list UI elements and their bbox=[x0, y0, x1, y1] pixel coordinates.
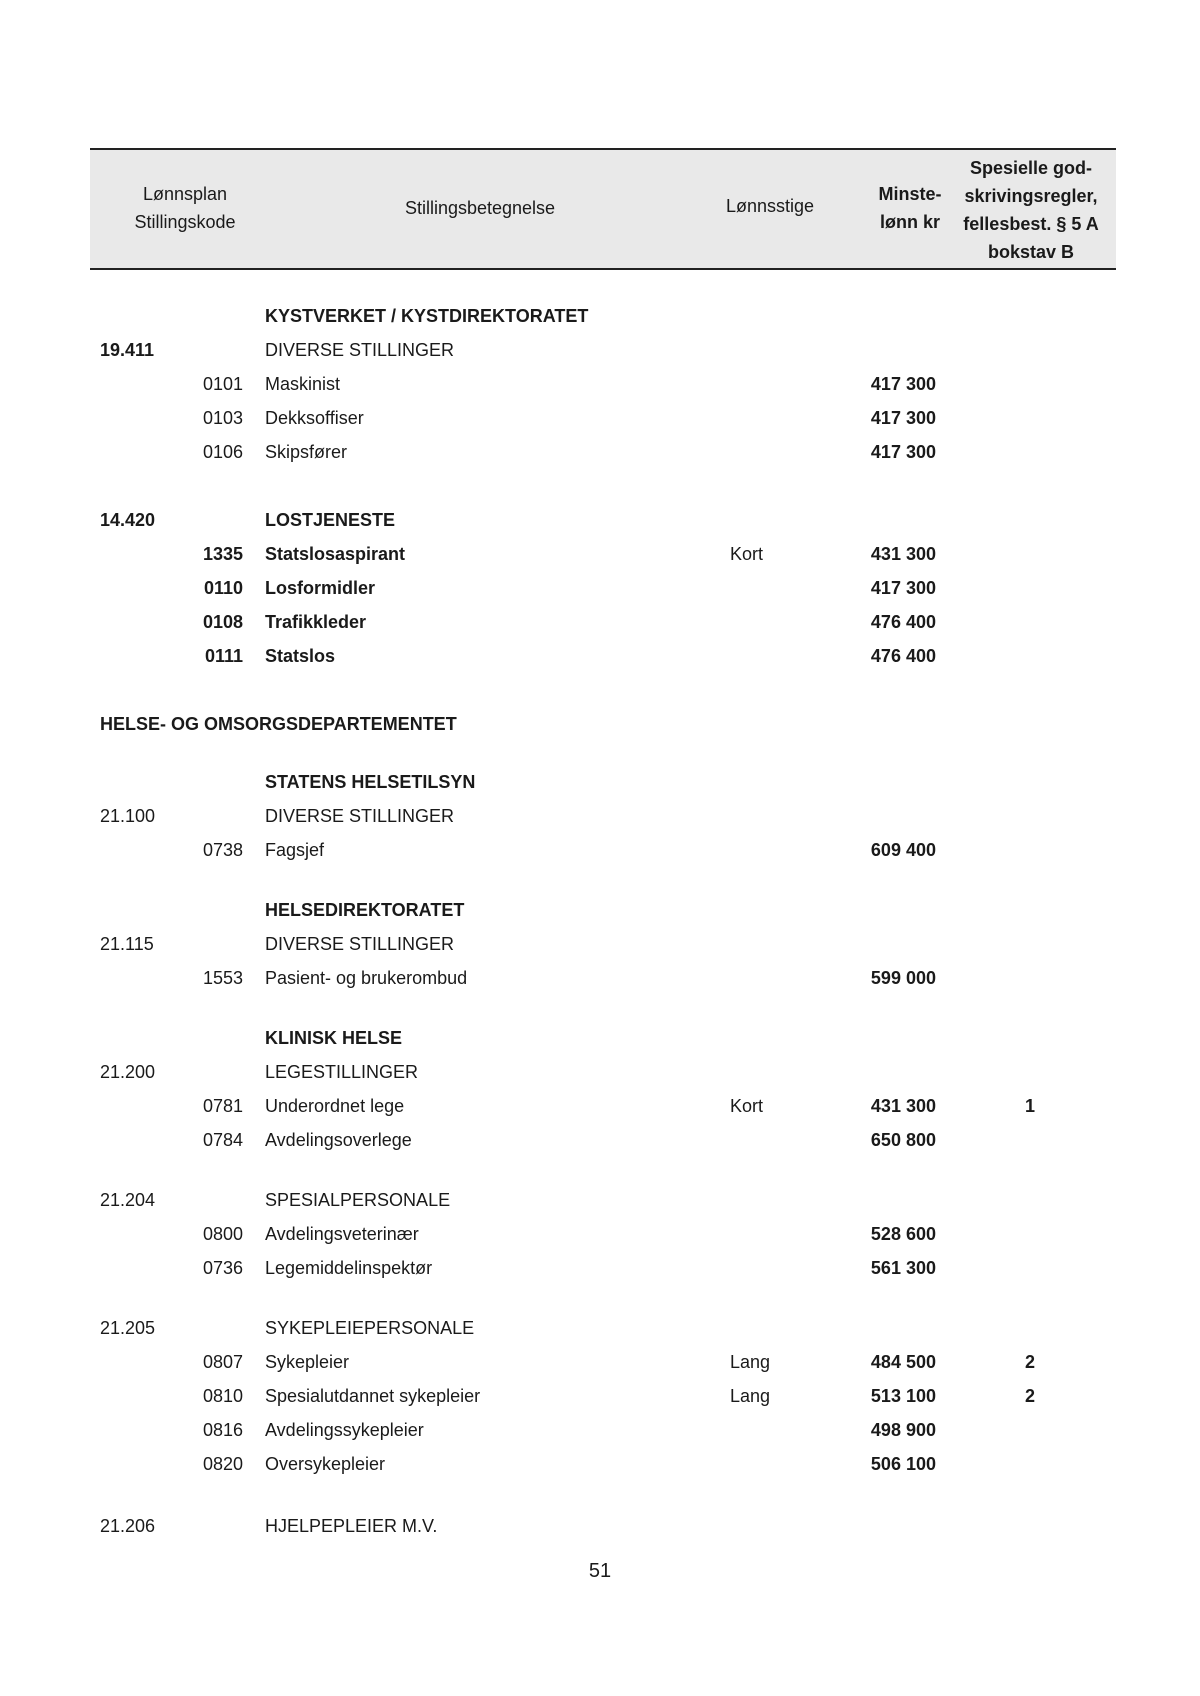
cell-code: 0106 bbox=[202, 442, 243, 462]
cell-code: 1335 bbox=[202, 544, 243, 564]
cell-title: Maskinist bbox=[265, 374, 341, 394]
header-spesielle bbox=[946, 154, 1116, 266]
cell-min: 609 400 bbox=[870, 840, 936, 860]
cell-spec: 2 bbox=[1024, 1352, 1035, 1372]
cell-code: 0738 bbox=[202, 840, 243, 860]
table-row bbox=[0, 612, 1200, 642]
cell-title: SYKEPLEIEPERSONALE bbox=[265, 1318, 475, 1338]
table-row bbox=[0, 306, 1200, 336]
table-row bbox=[0, 374, 1200, 404]
cell-title: Avdelingssykepleier bbox=[265, 1420, 424, 1440]
header-lonnsstige bbox=[690, 192, 850, 220]
table-row bbox=[0, 1386, 1200, 1416]
cell-code: 0101 bbox=[202, 374, 243, 394]
cell-code: 0736 bbox=[202, 1258, 243, 1278]
cell-plan: 21.205 bbox=[100, 1318, 156, 1338]
header-spesielle-line3: fellesbest. § 5 A bbox=[963, 214, 1099, 234]
table-row bbox=[0, 772, 1200, 802]
table-row bbox=[0, 1096, 1200, 1126]
cell-min: 498 900 bbox=[870, 1420, 936, 1440]
table-row bbox=[0, 510, 1200, 540]
table-row bbox=[0, 806, 1200, 836]
cell-title: Losformidler bbox=[265, 578, 376, 598]
cell-title: SPESIALPERSONALE bbox=[265, 1190, 451, 1210]
cell-title: DIVERSE STILLINGER bbox=[265, 934, 455, 954]
cell-code: 0820 bbox=[202, 1454, 243, 1474]
table-row bbox=[0, 1130, 1200, 1160]
cell-title: Sykepleier bbox=[265, 1352, 350, 1372]
table-row bbox=[0, 1190, 1200, 1220]
table-row bbox=[0, 1454, 1200, 1484]
header-lonnsplan-label: Lønnsplan bbox=[142, 184, 228, 204]
cell-title: Dekksoffiser bbox=[265, 408, 364, 428]
header-spesielle-line2: skrivingsregler, bbox=[964, 186, 1098, 206]
cell-min: 513 100 bbox=[870, 1386, 936, 1406]
header-lonnsplan bbox=[100, 180, 270, 236]
table-row bbox=[0, 1352, 1200, 1382]
table-row bbox=[0, 1258, 1200, 1288]
cell-min: 476 400 bbox=[870, 646, 936, 666]
table-row bbox=[0, 578, 1200, 608]
cell-title: Skipsfører bbox=[265, 442, 348, 462]
table-row bbox=[0, 1420, 1200, 1450]
cell-title: HELSEDIREKTORATET bbox=[265, 900, 465, 920]
page-number: 51 bbox=[588, 1560, 612, 1582]
cell-plan: 21.100 bbox=[100, 806, 156, 826]
cell-code: 0807 bbox=[202, 1352, 243, 1372]
cell-code: 0810 bbox=[202, 1386, 243, 1406]
cell-min: 506 100 bbox=[870, 1454, 936, 1474]
table-row bbox=[0, 840, 1200, 870]
header-spesielle-line4: bokstav B bbox=[987, 242, 1075, 262]
cell-min: 417 300 bbox=[870, 408, 936, 428]
cell-title: Statslosaspirant bbox=[265, 544, 406, 564]
cell-title: LEGESTILLINGER bbox=[265, 1062, 419, 1082]
cell-title: LOSTJENESTE bbox=[265, 510, 396, 530]
cell-spec: 1 bbox=[1024, 1096, 1035, 1116]
header-lonnsstige-label: Lønnsstige bbox=[725, 196, 815, 216]
cell-plan: 21.200 bbox=[100, 1062, 156, 1082]
cell-code: 0800 bbox=[202, 1224, 243, 1244]
cell-title: Legemiddelinspektør bbox=[265, 1258, 433, 1278]
header-stillingskode-label: Stillingskode bbox=[134, 212, 236, 232]
cell-code: 0784 bbox=[202, 1130, 243, 1150]
cell-title: KLINISK HELSE bbox=[265, 1028, 403, 1048]
table-row bbox=[0, 1318, 1200, 1348]
cell-min: 650 800 bbox=[870, 1130, 936, 1150]
cell-title: Spesialutdannet sykepleier bbox=[265, 1386, 481, 1406]
table-row bbox=[0, 1516, 1200, 1546]
cell-min: 476 400 bbox=[870, 612, 936, 632]
cell-stige: Kort bbox=[730, 1096, 764, 1116]
cell-min: 417 300 bbox=[870, 442, 936, 462]
header-minste-line2: lønn kr bbox=[879, 212, 940, 232]
header-stillingsbetegnelse bbox=[360, 194, 600, 222]
cell-stige: Lang bbox=[730, 1386, 771, 1406]
cell-min: 431 300 bbox=[870, 1096, 936, 1116]
cell-min: 431 300 bbox=[870, 544, 936, 564]
cell-stige: Lang bbox=[730, 1352, 771, 1372]
table-row bbox=[0, 934, 1200, 964]
table-row bbox=[0, 646, 1200, 676]
cell-title: Avdelingsoverlege bbox=[265, 1130, 412, 1150]
cell-min: 417 300 bbox=[870, 578, 936, 598]
header-spesielle-line1: Spesielle god- bbox=[969, 158, 1093, 178]
cell-code: 0110 bbox=[203, 578, 243, 598]
cell-min: 417 300 bbox=[870, 374, 936, 394]
cell-title: Underordnet lege bbox=[265, 1096, 405, 1116]
cell-min: 599 000 bbox=[870, 968, 936, 988]
cell-min: 484 500 bbox=[870, 1352, 936, 1372]
section-heading bbox=[0, 714, 1200, 744]
cell-stige: Kort bbox=[730, 544, 764, 564]
table-row bbox=[0, 1224, 1200, 1254]
cell-title: Fagsjef bbox=[265, 840, 325, 860]
cell-plan: 21.206 bbox=[100, 1516, 156, 1536]
cell-code: 0816 bbox=[202, 1420, 243, 1440]
cell-title: HJELPEPLEIER M.V. bbox=[265, 1516, 438, 1536]
cell-title: Trafikkleder bbox=[265, 612, 367, 632]
table-row bbox=[0, 900, 1200, 930]
table-row bbox=[0, 1062, 1200, 1092]
cell-title: KYSTVERKET / KYSTDIREKTORATET bbox=[265, 306, 589, 326]
cell-spec: 2 bbox=[1024, 1386, 1035, 1406]
cell-code: 0108 bbox=[202, 612, 243, 632]
table-row bbox=[0, 1028, 1200, 1058]
cell-code: 0111 bbox=[204, 646, 243, 666]
cell-code: 0103 bbox=[202, 408, 243, 428]
cell-code: 1553 bbox=[202, 968, 243, 988]
table-header bbox=[90, 148, 1116, 270]
cell-plan: 21.115 bbox=[100, 934, 154, 954]
header-minste-line1: Minste- bbox=[878, 184, 942, 204]
table-row bbox=[0, 408, 1200, 438]
cell-min: 528 600 bbox=[870, 1224, 936, 1244]
table-row bbox=[0, 340, 1200, 370]
cell-plan: 14.420 bbox=[100, 510, 156, 530]
cell-title: Avdelingsveterinær bbox=[265, 1224, 419, 1244]
cell-plan: 19.411 bbox=[100, 340, 155, 360]
cell-plan: 21.204 bbox=[100, 1190, 156, 1210]
cell-title: Oversykepleier bbox=[265, 1454, 386, 1474]
cell-title: DIVERSE STILLINGER bbox=[265, 340, 455, 360]
cell-code: 0781 bbox=[202, 1096, 243, 1116]
cell-min: 561 300 bbox=[870, 1258, 936, 1278]
table-row bbox=[0, 442, 1200, 472]
cell-title: STATENS HELSETILSYN bbox=[265, 772, 476, 792]
header-stillingsbetegnelse-label: Stillingsbetegnelse bbox=[404, 198, 556, 218]
cell-title: Pasient- og brukerombud bbox=[265, 968, 468, 988]
cell-dept: HELSE- OG OMSORGSDEPARTEMENTET bbox=[100, 714, 457, 734]
table-row bbox=[0, 544, 1200, 574]
cell-title: DIVERSE STILLINGER bbox=[265, 806, 455, 826]
cell-title: Statslos bbox=[265, 646, 336, 666]
table-row bbox=[0, 968, 1200, 998]
